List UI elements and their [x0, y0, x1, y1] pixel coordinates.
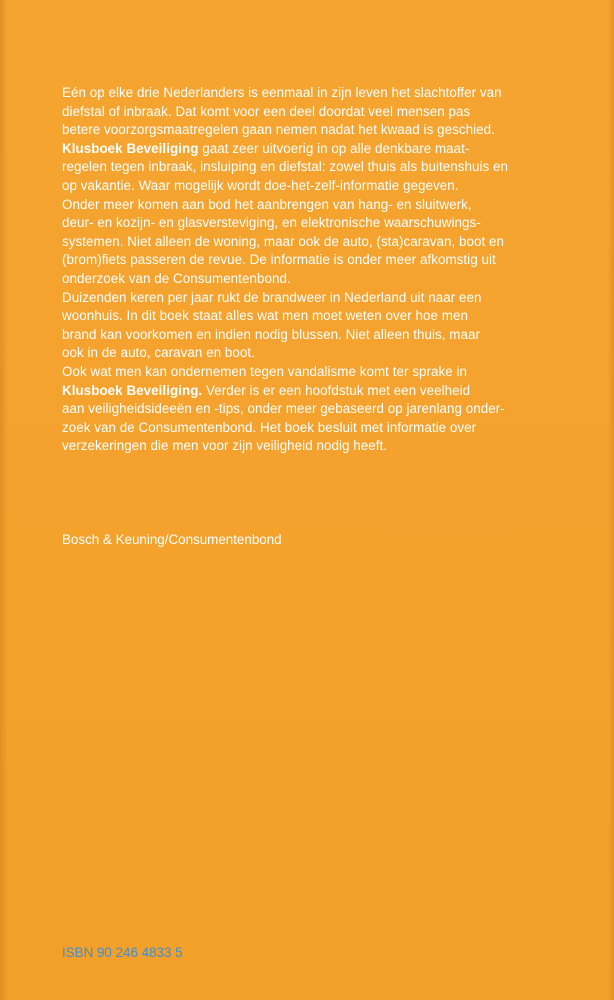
blurb-line: Eén op elke drie Nederlanders is eenmaal in zijn leven het slachtoffer van [62, 85, 502, 100]
blurb-line: betere voorzorgsmaatregelen gaan nemen nadat het kwaad is geschied. [62, 122, 495, 138]
cover-left-edge [0, 0, 8, 1000]
blurb-line: (brom)fiets passeren de revue. De informatie is onder meer afkomstig uit [62, 252, 496, 268]
cover-right-edge [608, 0, 614, 1000]
book-title-emphasis: Klusboek Beveiliging [62, 140, 199, 156]
blurb-line: onderzoek van de Consumentenbond. [62, 270, 291, 286]
blurb-line: ook in de auto, caravan en boot. [62, 345, 255, 361]
publisher-name: Bosch & Keuning/Consumentenbond [62, 532, 282, 547]
blurb-line: woonhuis. In dit boek staat alles wat men moet weten over hoe men [62, 308, 468, 324]
blurb-line: op vakantie. Waar mogelijk wordt doe-het-zelf-informatie gegeven. [62, 177, 459, 193]
blurb-line: deur- en kozijn- en glasversteviging, en elektronische waarschuwings- [62, 215, 481, 231]
blurb-line-rest: Verder is er een hoofdstuk met een veelheid [202, 382, 471, 398]
blurb-line: zoek van de Consumentenbond. Het boek besluit met informatie over [62, 419, 477, 435]
isbn-number: ISBN 90 246 4833 5 [62, 945, 183, 960]
blurb-line: Duizenden keren per jaar rukt de brandweer in Nederland uit naar een [62, 289, 482, 305]
blurb-line: Onder meer komen aan bod het aanbrengen van hang- en sluitwerk, [62, 196, 472, 212]
book-title-emphasis: Klusboek Beveiliging. [62, 382, 203, 398]
blurb-line: aan veiligheidsideeën en -tips, onder meer gebaseerd op jarenlang onder- [62, 401, 505, 417]
blurb-line: verzekeringen die men voor zijn veiligheid nodig heeft. [62, 438, 388, 454]
blurb-line: diefstal of inbraak. Dat komt voor een deel doordat veel mensen pas [62, 103, 471, 119]
blurb-line: systemen. Niet alleen de woning, maar ook de auto, (sta)caravan, boot en [62, 233, 505, 249]
blurb-line: brand kan voorkomen en indien nodig blussen. Niet alleen thuis, maar [62, 326, 481, 342]
blurb-text [62, 84, 552, 456]
blurb-line [62, 140, 552, 159]
blurb-line-rest: gaat zeer uitvoerig in op alle denkbare maat- [198, 140, 470, 156]
blurb-line [62, 382, 552, 401]
blurb-line: Ook wat men kan ondernemen tegen vandalisme komt ter sprake in [62, 363, 468, 379]
blurb-line: regelen tegen inbraak, insluiping en diefstal: zowel thuis als buitenshuis en [62, 159, 509, 175]
